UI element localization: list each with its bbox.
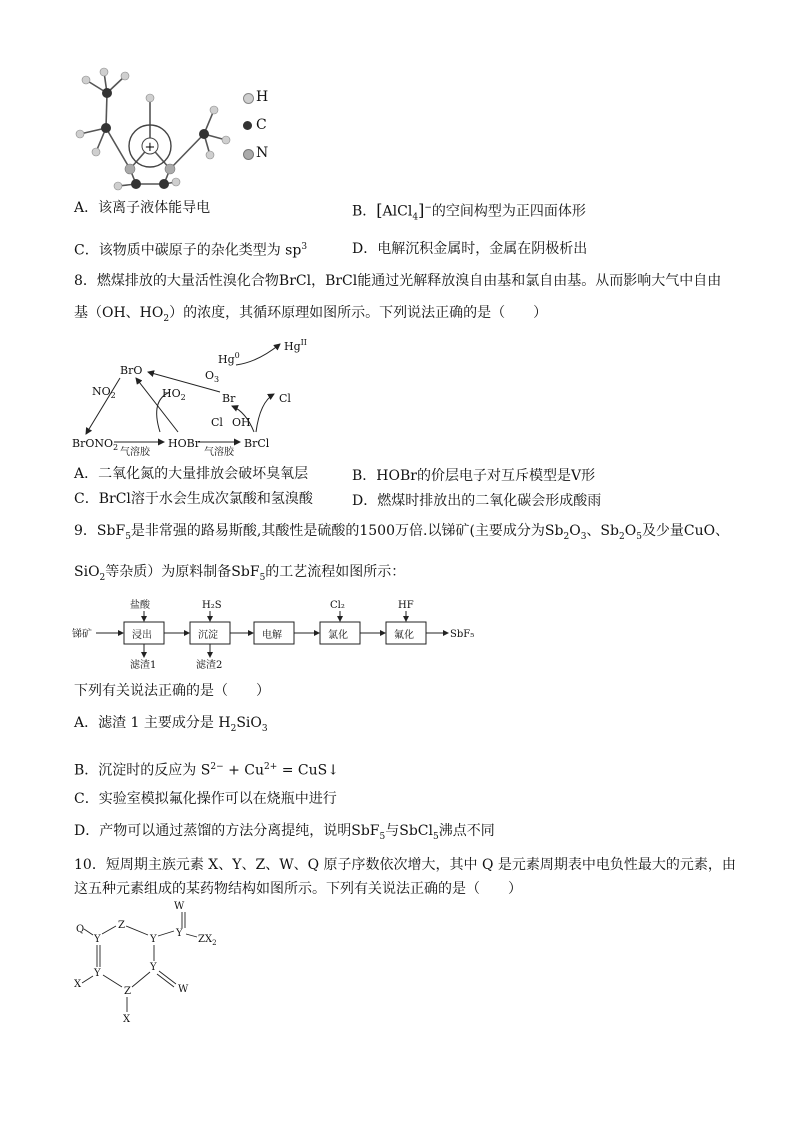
nitrogen-legend-label: N [256, 145, 269, 161]
flow-in-hcl: 盐酸 [130, 600, 150, 611]
q10-stem-line2: 这五种元素组成的某药物结构如图所示。下列有关说法正确的是（ ） [74, 881, 522, 897]
q8-stem-line2: 基（OH、$HO_2$）的浓度，其循环原理如图所示。下列说法正确的是（ ） [74, 305, 548, 324]
br-label: Br [222, 392, 236, 405]
q7-option-a: A．该离子液体能导电 [74, 200, 211, 216]
atom-y3: Y [176, 928, 183, 939]
aerosol-label-1: 气溶胶 [120, 447, 150, 458]
atom-y2: Y [150, 934, 157, 945]
ho2-label: $HO_2$ [162, 387, 186, 402]
q8-option-a: A．二氧化氮的大量排放会破坏臭氧层 [74, 466, 309, 482]
q9-option-c: C．实验室模拟氟化操作可以在烧瓶中进行 [74, 791, 337, 807]
aerosol-label-2: 气溶胶 [204, 447, 234, 458]
atom-z2: Z [124, 986, 131, 997]
q7-option-d: D．电解沉积金属时，金属在阴极析出 [352, 241, 588, 257]
atom-y1: Y [94, 934, 101, 945]
flow-step-precipitate: 沉淀 [198, 630, 218, 641]
flow-in-cl2: Cl₂ [330, 600, 345, 611]
sbf5-process-flow [72, 594, 482, 676]
atom-zx2: $ZX_2$ [198, 934, 217, 947]
q8-option-c: C．BrCl溶于水会生成次氯酸和氢溴酸 [74, 491, 313, 507]
flow-out-residue2: 滤渣2 [196, 660, 223, 671]
hg0-label: Hg$^0$ [218, 351, 240, 366]
brcl-label: BrCl [244, 437, 270, 450]
flow-start-ore: 锑矿 [72, 629, 92, 640]
q8-option-d: D．燃煤时排放出的二氧化碳会形成酸雨 [352, 493, 602, 509]
flow-step-leach: 浸出 [132, 630, 152, 641]
q9-option-d: D．产物可以通过蒸馏的方法分离提纯，说明SbF$_5$与SbCl$_5$沸点不同 [74, 823, 495, 842]
hobr-label: HOBr [168, 437, 200, 450]
flow-in-hf: HF [398, 600, 414, 611]
carbon-legend-label: C [256, 117, 267, 133]
atom-y4: Y [94, 968, 101, 979]
bro-label: BrO [120, 364, 143, 377]
atom-w2: W [178, 984, 189, 995]
hg2-label: $Hg^{II}$ [284, 338, 307, 353]
oh-label: OH [232, 416, 251, 429]
q7-option-b: B．[AlCl$_4$]−的空间构型为正四面体形 [352, 200, 586, 223]
flow-in-h2s: H₂S [202, 600, 222, 611]
flow-step-electrolysis: 电解 [262, 630, 282, 641]
drug-structure-diagram [70, 898, 230, 1030]
q9-option-a: A．滤渣 1 主要成分是 $H_2SiO_3$ [74, 715, 268, 734]
q9-stem-line1: 9．SbF$_5$是非常强的路易斯酸,其酸性是硫酸的1500万倍.以锑矿(主要成分为$Sb_2O_3$、$Sb_2O_5$及少量CuO、 [74, 523, 730, 542]
flow-step-chlorinate: 氯化 [328, 630, 348, 641]
atom-w1: W [174, 901, 185, 912]
q8-stem-line1: 8．燃煤排放的大量活性溴化合物BrCl，BrCl能通过光解释放溴自由基和氯自由基。从而影响大气中自由 [74, 273, 722, 289]
q9-option-b: B．沉淀时的反应为 $S^{2-} + Cu^{2+}$ = CuS↓ [74, 762, 339, 779]
atom-x2: X [123, 1014, 131, 1025]
o3-label: $O_3$ [205, 369, 220, 384]
bromine-cycle-diagram [68, 330, 328, 460]
ionic-liquid-molecule-figure [68, 62, 248, 197]
no2-label: $NO_2$ [92, 385, 116, 400]
q8-option-b: B．HOBr的价层电子对互斥模型是V形 [352, 468, 596, 484]
flow-step-fluorinate: 氟化 [394, 630, 414, 641]
atom-q: Q [76, 924, 85, 935]
flow-end-product: SbF₅ [450, 629, 475, 640]
nitrogen-legend-dot [243, 149, 254, 160]
flow-out-residue1: 滤渣1 [130, 660, 157, 671]
carbon-legend-dot [243, 121, 252, 130]
atom-y5: Y [150, 962, 157, 973]
brono2-label: BrONO$_2$ [72, 437, 119, 452]
atom-x1: X [74, 979, 82, 990]
q9-stem-line2: SiO$_2$等杂质）为原料制备SbF$_5$的工艺流程如图所示： [74, 564, 406, 583]
cl-left-label: Cl [211, 416, 223, 429]
q9-ask: 下列有关说法正确的是（ ） [74, 683, 270, 699]
cl-top-label: Cl [279, 392, 291, 405]
q10-stem-line1: 10．短周期主族元素 X、Y、Z、W、Q 原子序数依次增大，其中 Q 是元素周期表中电负性最大的元素，由 [74, 857, 736, 873]
cation-plus-sign: + [144, 140, 156, 155]
q7-option-c: C．该物质中碳原子的杂化类型为 $sp^3$ [74, 242, 308, 259]
hydrogen-legend-label: H [256, 89, 269, 105]
hydrogen-legend-dot [243, 93, 254, 104]
atom-z1: Z [118, 920, 125, 931]
